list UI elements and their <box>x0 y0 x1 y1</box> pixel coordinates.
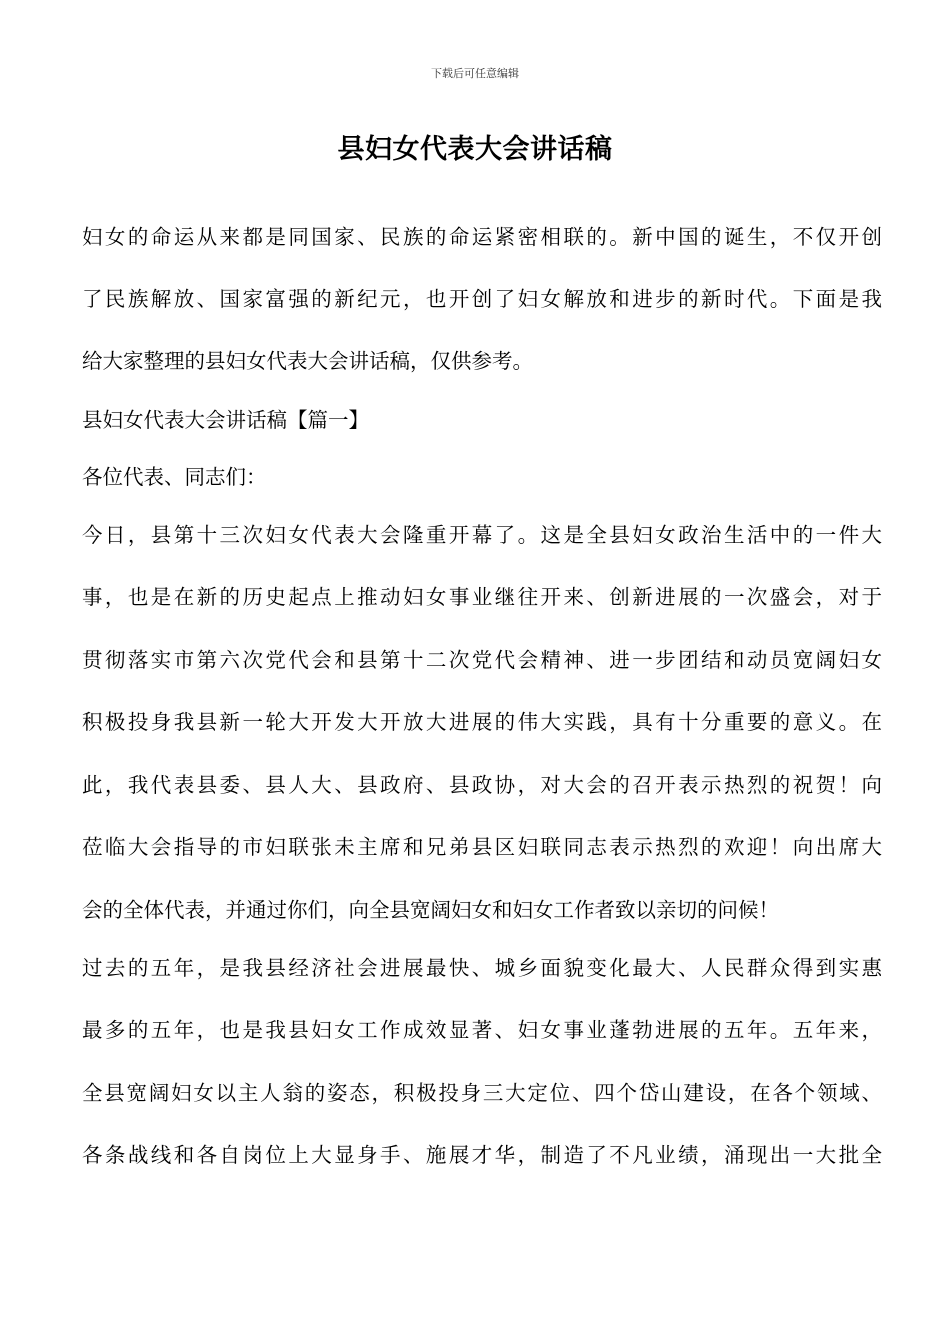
paragraph-line: 全县宽阔妇女以主人翁的姿态，积极投身三大定位、四个岱山建设，在各个领域、 <box>82 1081 882 1105</box>
paragraph-line: 事，也是在新的历史起点上推动妇女事业继往开来、创新进展的一次盛会，对于 <box>82 585 882 609</box>
salutation: 各位代表、同志们： <box>82 465 267 489</box>
paragraph-line: 会的全体代表，并通过你们，向全县宽阔妇女和妇女工作者致以亲切的问候！ <box>82 898 779 922</box>
paragraph-line: 过去的五年，是我县经济社会进展最快、城乡面貌变化最大、人民群众得到实惠 <box>82 956 882 980</box>
section-heading: 县妇女代表大会讲话稿【篇一】 <box>82 408 369 432</box>
paragraph-line: 积极投身我县新一轮大开发大开放大进展的伟大实践，具有十分重要的意义。在 <box>82 710 882 734</box>
paragraph-line: 此，我代表县委、县人大、县政府、县政协，对大会的召开表示热烈的祝贺！向 <box>82 773 882 797</box>
paragraph-line: 各条战线和各自岗位上大显身手、施展才华，制造了不凡业绩，涌现出一大批全 <box>82 1143 882 1167</box>
paragraph-line: 妇女的命运从来都是同国家、民族的命运紧密相联的。新中国的诞生，不仅开创 <box>82 225 882 249</box>
paragraph-line: 今日，县第十三次妇女代表大会隆重开幕了。这是全县妇女政治生活中的一件大 <box>82 523 882 547</box>
paragraph-line: 了民族解放、国家富强的新纪元，也开创了妇女解放和进步的新时代。下面是我 <box>82 287 882 311</box>
paragraph-line: 贯彻落实市第六次党代会和县第十二次党代会精神、进一步团结和动员宽阔妇女 <box>82 648 882 672</box>
document-title: 县妇女代表大会讲话稿 <box>337 134 613 165</box>
header-note: 下载后可任意编辑 <box>431 67 519 80</box>
paragraph-line: 最多的五年，也是我县妇女工作成效显著、妇女事业蓬勃进展的五年。五年来， <box>82 1018 882 1042</box>
paragraph-line: 给大家整理的县妇女代表大会讲话稿，仅供参考。 <box>82 349 533 373</box>
paragraph-line: 莅临大会指导的市妇联张未主席和兄弟县区妇联同志表示热烈的欢迎！向出席大 <box>82 835 882 859</box>
